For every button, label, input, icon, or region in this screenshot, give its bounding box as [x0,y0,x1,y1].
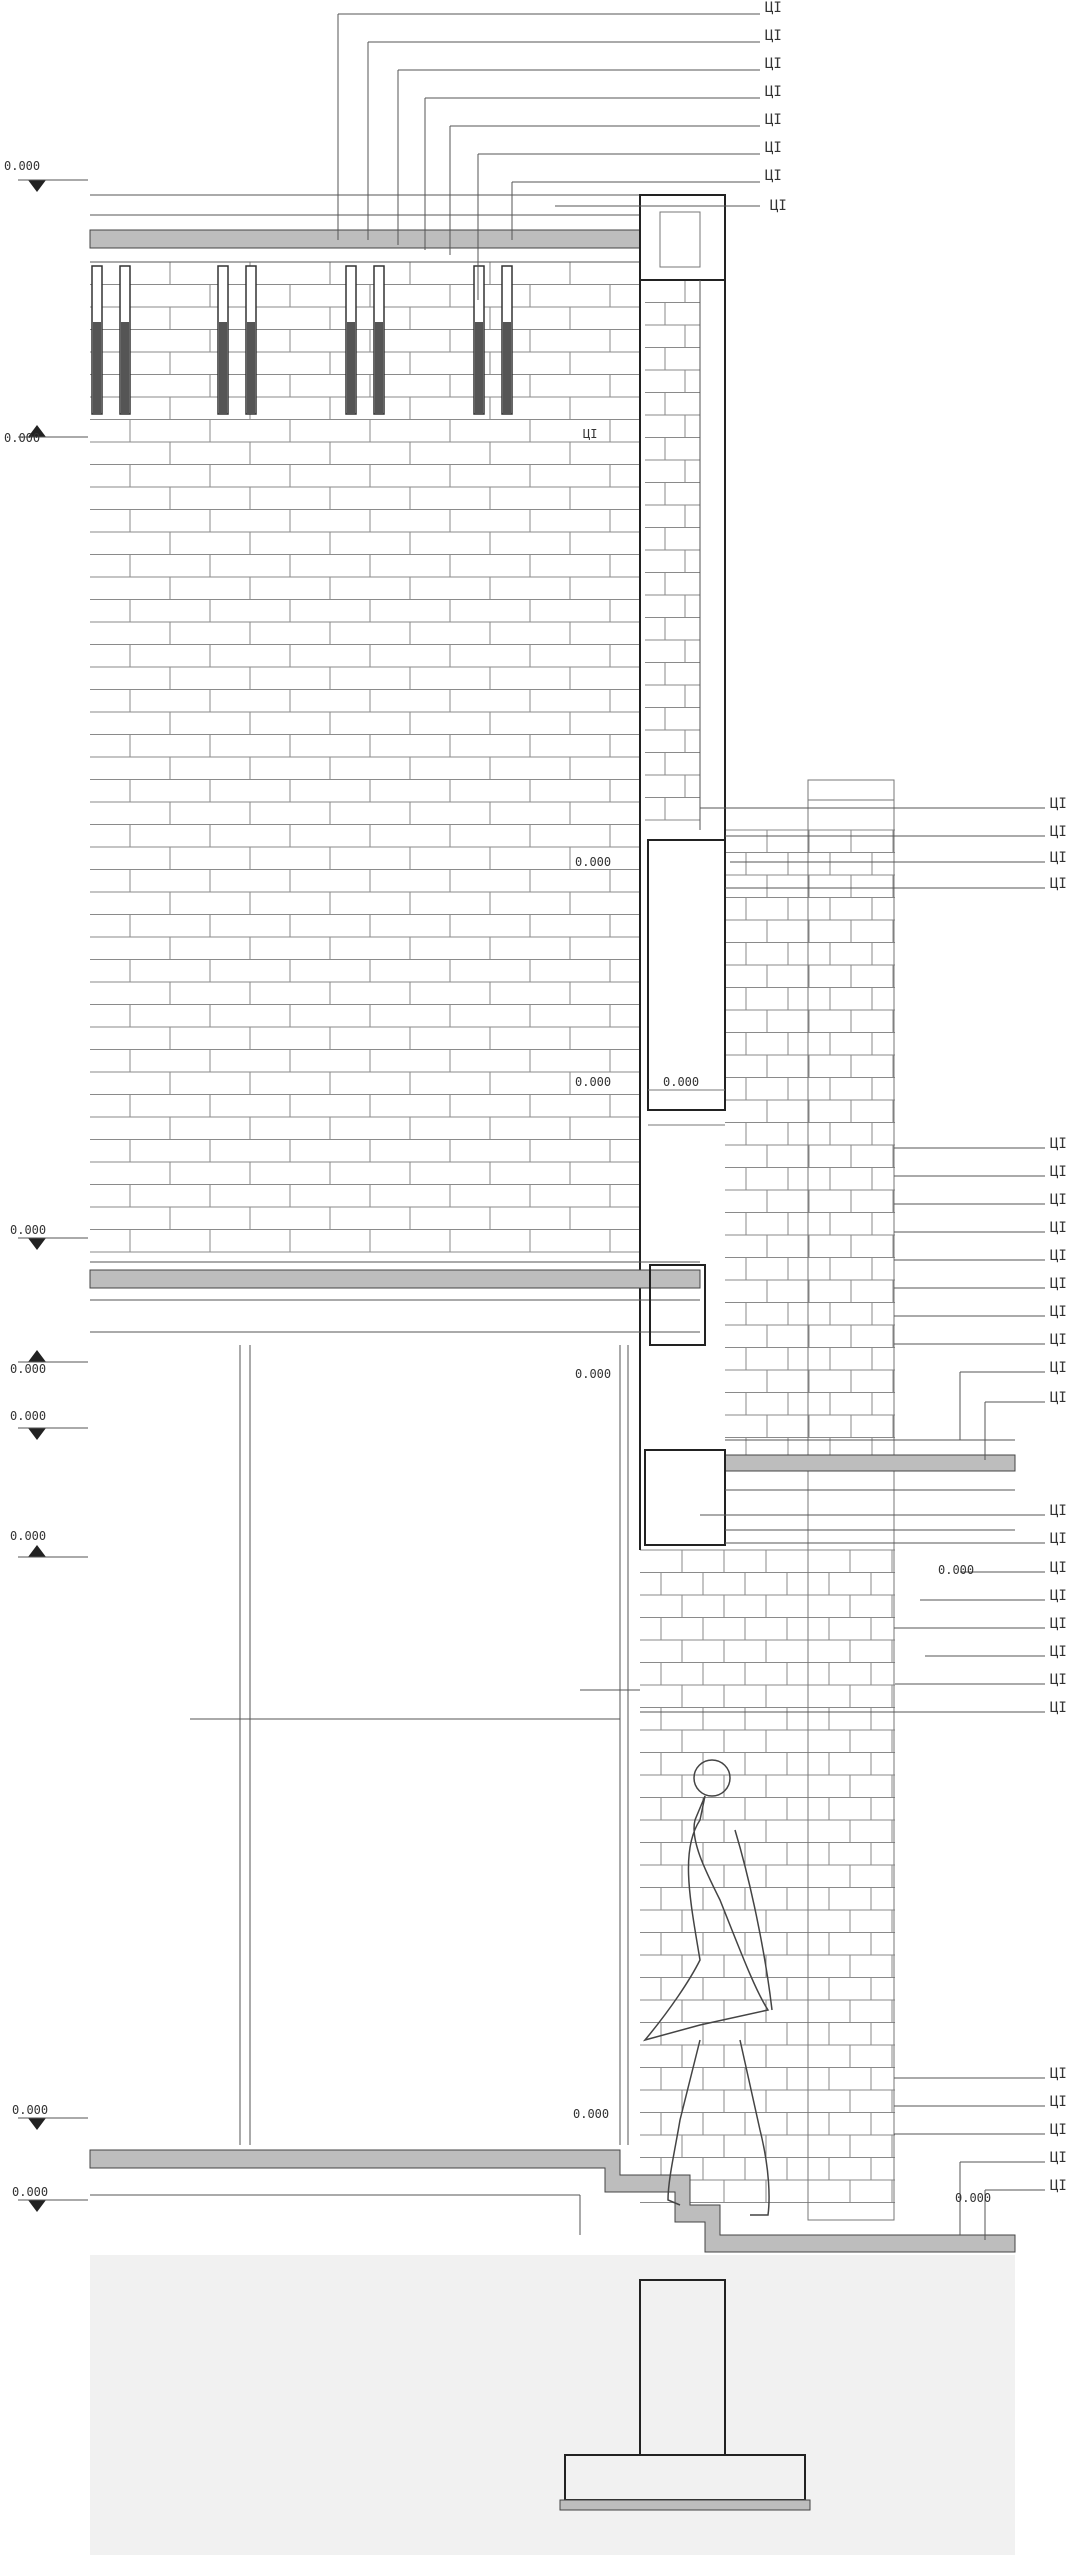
level-triangle-icon [28,1238,46,1250]
roof-slab [90,230,640,248]
callout-label: ЦІ [1050,850,1067,866]
right-pier [808,780,894,2220]
callout-label: ЦІ [1050,1276,1067,1292]
vent-slot-fill [121,322,129,414]
level-triangle-icon [28,2200,46,2212]
callout-label: ЦІ [1050,1531,1067,1547]
inline-tag: 0.000 [575,1075,612,1089]
level-triangle-icon [28,1545,46,1557]
foundation-ground-fill [90,2255,1015,2555]
callout-label: ЦІ [1050,2094,1067,2110]
vent-slot-fill [375,322,383,414]
callout-label: ЦІ [1050,1164,1067,1180]
callout-label: ЦІ [1050,1390,1067,1406]
coping-inner [660,212,700,267]
callout-leaders [190,14,1045,2240]
vent-slot-fill [475,322,483,414]
ground-slab [90,2150,1015,2252]
inline-tag: 0.000 [575,1367,612,1381]
brick-coursing-upper [90,262,640,1252]
level-triangle-icon [28,180,46,192]
level-value: 0.000 [10,1529,47,1543]
level-value: 0.000 [12,2185,49,2199]
callout-label: ЦІ [1050,824,1067,840]
inline-tag: 0.000 [575,855,612,869]
scale-figure [645,1760,772,2215]
brick-coursing-shaft [645,280,700,820]
callout-label: ЦІ [1050,2150,1067,2166]
ventilation-slots [92,266,512,414]
level-value: 0.000 [4,431,41,445]
callout-label: ЦІ [765,84,782,100]
callout-label: ЦІ [1050,796,1067,812]
callout-label: ЦІ [1050,2178,1067,2194]
level-triangle-icon [28,1428,46,1440]
callout-texts [4,0,1067,2205]
callout-label: ЦІ [1050,1360,1067,1376]
callout-label: ЦІ [1050,1192,1067,1208]
window-opening [648,840,725,1110]
callout-label: ЦІ [1050,1616,1067,1632]
callout-label: ЦІ [765,0,782,16]
level-markers [18,180,88,2212]
callout-label: ЦІ [765,112,782,128]
callout-label: ЦІ [1050,1644,1067,1660]
level-value: 0.000 [4,159,41,173]
level-value: 0.000 [10,1362,47,1376]
callout-label: ЦІ [765,168,782,184]
level-triangle-icon [28,2118,46,2130]
inline-tag: 0.000 [663,1075,700,1089]
vent-slot-fill [503,322,511,414]
callout-label: ЦІ [1050,1220,1067,1236]
callout-label: ЦІ [765,28,782,44]
level-value: 0.000 [10,1223,47,1237]
brick-coursing-right-pier [725,830,895,1460]
vent-slot-fill [219,322,227,414]
vent-slot-fill [347,322,355,414]
callout-label: ЦІ [1050,1560,1067,1576]
callout-label: ЦІ [770,198,787,214]
inline-tag: 0.000 [955,2191,992,2205]
callout-label: ЦІ [1050,1304,1067,1320]
inline-tag: 0.000 [573,2107,610,2121]
canopy-slab [725,1455,1015,1471]
callout-label: ЦІ [1050,1136,1067,1152]
callout-label: ЦІ [1050,876,1067,892]
inline-tag: 0.000 [938,1563,975,1577]
vent-slot-fill [93,322,101,414]
level-value: 0.000 [10,1409,47,1423]
callout-label: ЦІ [1050,1672,1067,1688]
floor-slab [90,1270,700,1288]
brick-coursing-lower [640,1550,895,2203]
level-triangle-icon [28,1350,46,1362]
callout-label: ЦІ [765,140,782,156]
level-value: 0.000 [12,2103,49,2117]
canopy-edge-block [645,1450,725,1545]
callout-label: ЦІ [1050,1332,1067,1348]
callout-label: ЦІ [1050,2122,1067,2138]
footing-base [560,2500,810,2510]
callout-label: ЦІ [1050,1503,1067,1519]
callout-label: ЦІ [765,56,782,72]
inline-tag: ЦІ [583,427,598,441]
callout-label: ЦІ [1050,1248,1067,1264]
callout-label: ЦІ [1050,1700,1067,1716]
vent-slot-fill [247,322,255,414]
callout-label: ЦІ [1050,2066,1067,2082]
callout-label: ЦІ [1050,1588,1067,1604]
